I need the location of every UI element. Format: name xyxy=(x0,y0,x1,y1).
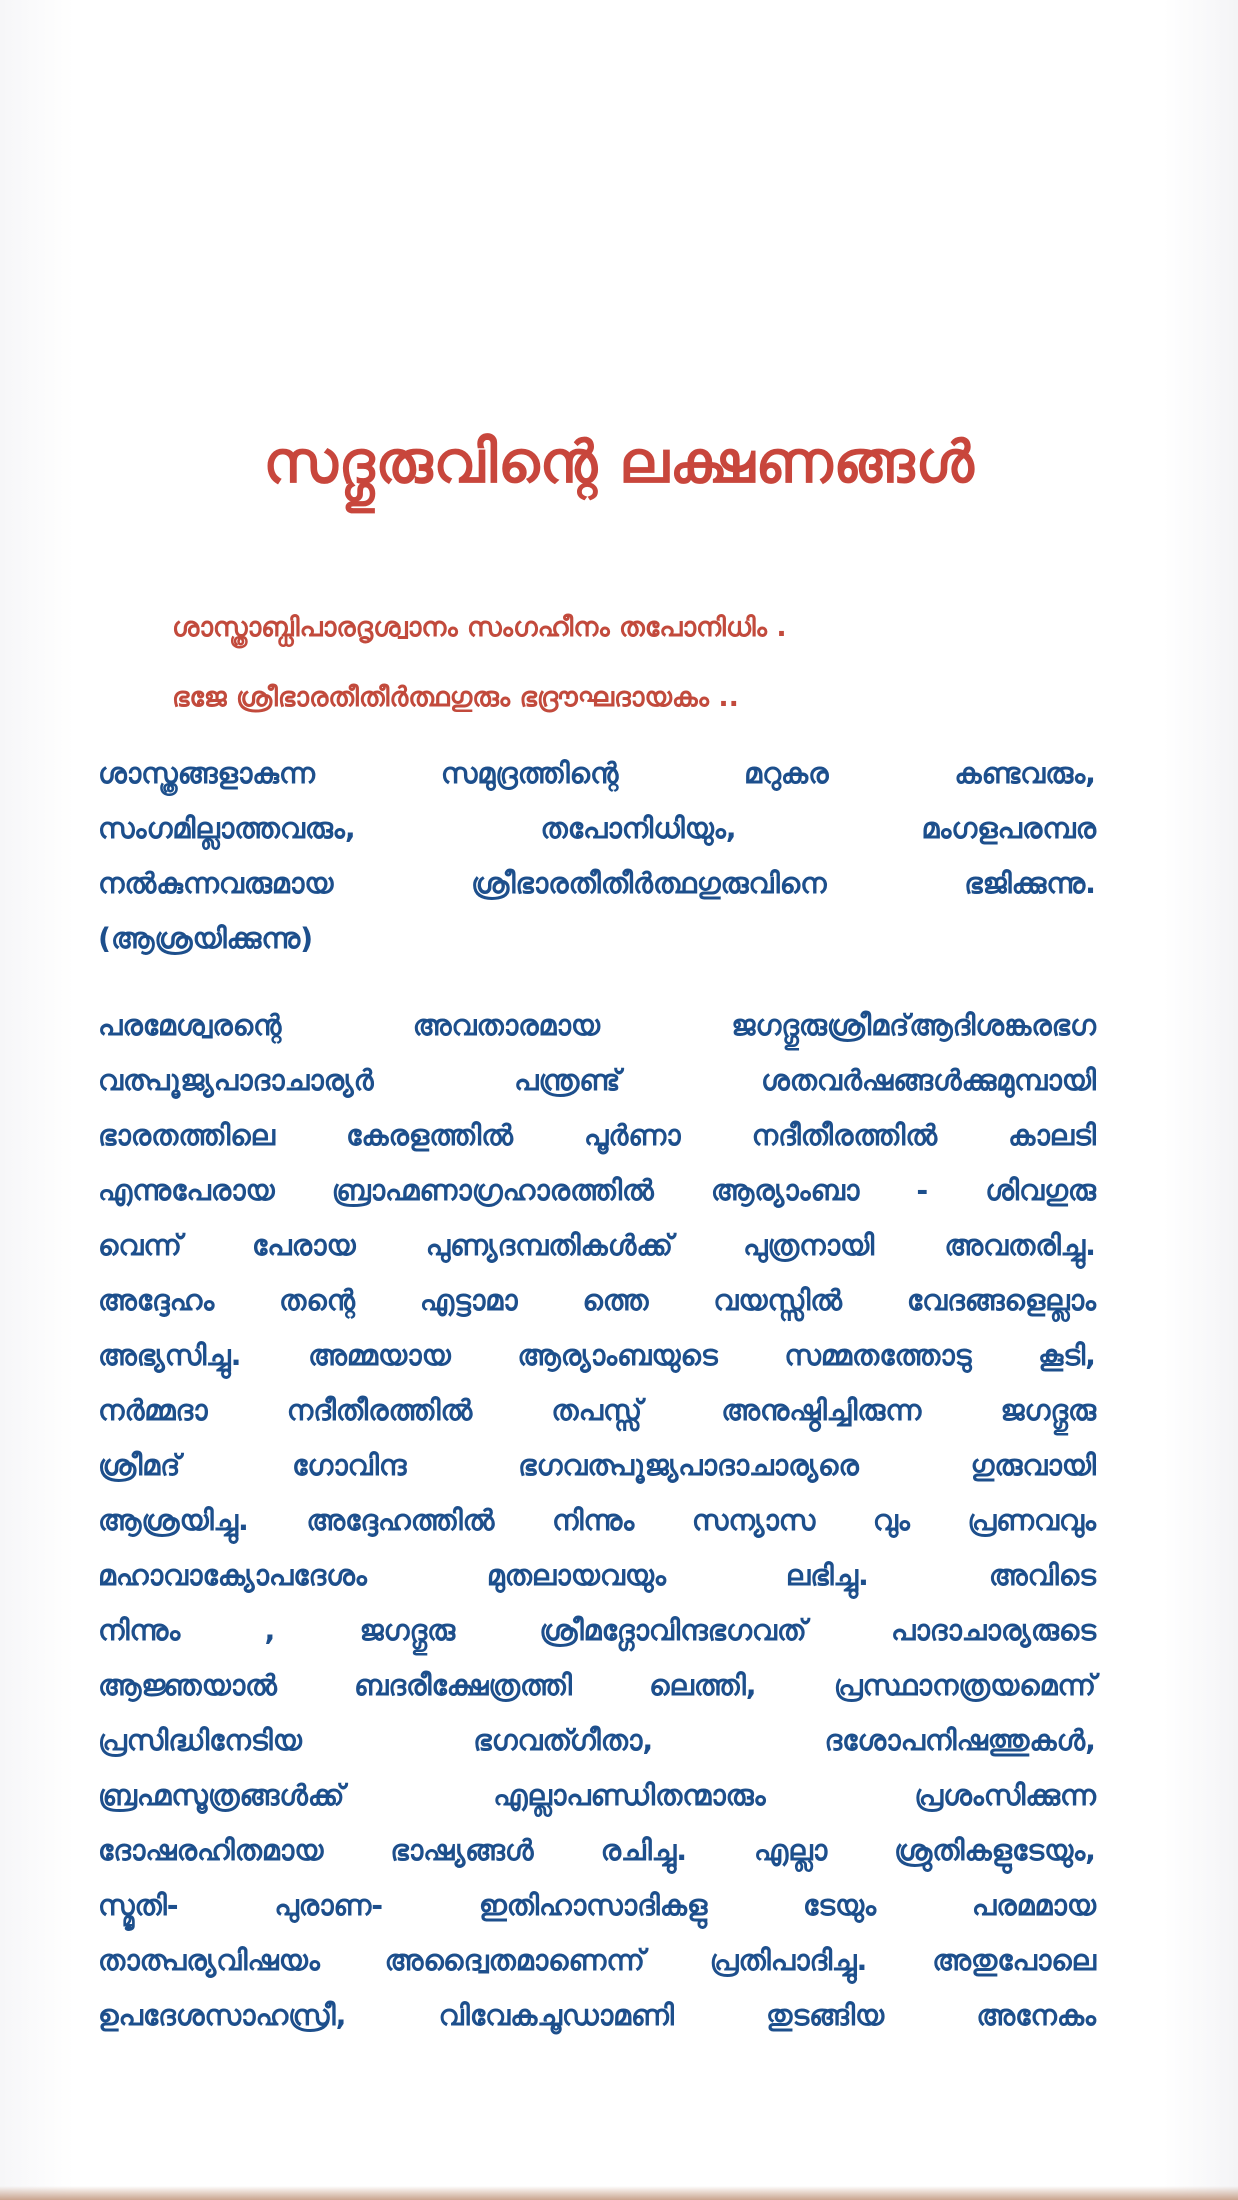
paragraph-2-line xyxy=(98,1658,1096,1713)
word: കൂടി, xyxy=(1038,1338,1096,1372)
paragraph-1 xyxy=(98,746,1096,966)
word: പ്രസ്ഥാനത്രയമെന്ന് xyxy=(833,1668,1096,1702)
word: ജഗദ്ഗുരുശ്രീമദ്ആദിശങ്കരഭഗ xyxy=(731,1008,1096,1042)
word: തപസ്സ് xyxy=(551,1393,643,1427)
word: മറുകര xyxy=(744,756,829,790)
word: അദ്ദേഹത്തിൽ xyxy=(306,1503,495,1537)
word: പ്രണവവും xyxy=(967,1503,1096,1537)
word: പേരായ xyxy=(252,1228,356,1262)
word: പ്രശംസിക്കുന്ന xyxy=(914,1778,1096,1812)
paragraph-2-line xyxy=(98,998,1096,1053)
word: ഉപദേശസാഹസ്രീ, xyxy=(98,1998,347,2032)
word: ആജ്ഞയാൽ xyxy=(98,1668,277,1702)
paragraph-1-line xyxy=(98,911,1096,966)
paragraph-2-line xyxy=(98,1548,1096,1603)
paragraph-2-line xyxy=(98,1988,1096,2043)
word: അവിടെ xyxy=(988,1558,1096,1592)
word: വെന്ന് xyxy=(98,1228,182,1262)
word: അദ്ദേഹം xyxy=(98,1283,215,1317)
word: പുരാണ- xyxy=(274,1888,384,1922)
paragraph-2-line xyxy=(98,1823,1096,1878)
paragraph-2-line xyxy=(98,1768,1096,1823)
word: പൂർണാ xyxy=(584,1118,681,1152)
word: - xyxy=(916,1174,929,1207)
word: അമ്മയായ xyxy=(308,1338,451,1372)
word: പാദാചാര്യരുടെ xyxy=(890,1613,1096,1647)
word: ആര്യാംബയുടെ xyxy=(517,1338,718,1372)
paragraph-2-line xyxy=(98,1328,1096,1383)
word: ശിവഗുരു xyxy=(985,1173,1096,1207)
word: ദോഷരഹിതമായ xyxy=(98,1833,324,1867)
word: അനുഷ്ഠിച്ചിരുന്ന xyxy=(721,1393,922,1427)
word: നദീതീരത്തിൽ xyxy=(751,1118,938,1152)
word: മംഗളപരമ്പര xyxy=(921,811,1096,845)
word: സമ്മതത്തോടു xyxy=(784,1338,972,1372)
word: സമുദ്രത്തിന്റെ xyxy=(440,756,619,790)
word: പുണ്യദമ്പതികൾക്ക് xyxy=(425,1228,673,1262)
word: ശാസ്ത്രങ്ങളാകുന്ന xyxy=(98,756,315,790)
word: ശ്രുതികളുടേയും, xyxy=(894,1833,1096,1867)
word: എന്നുപേരായ xyxy=(98,1173,275,1207)
paragraph-2-line xyxy=(98,1383,1096,1438)
word: അഭ്യസിച്ചു. xyxy=(98,1338,242,1372)
paragraph-2 xyxy=(98,998,1096,2043)
word: തന്റെ xyxy=(279,1283,355,1317)
word: ബദരീക്ഷേത്രത്തി xyxy=(354,1668,572,1702)
paragraph-2-line xyxy=(98,1713,1096,1768)
paragraph-2-line xyxy=(98,1163,1096,1218)
word: ഭഗവത്ഗീതാ, xyxy=(473,1723,654,1757)
word: , xyxy=(264,1614,276,1647)
word: എട്ടാമാ xyxy=(419,1283,518,1317)
word: ബ്രഹ്മസൂത്രങ്ങൾക്ക് xyxy=(98,1778,345,1812)
word: താത്പര്യവിഷയം xyxy=(98,1943,320,1977)
word: എല്ലാപണ്ഡിതന്മാരും xyxy=(493,1778,766,1812)
word: അദ്വൈതമാണെന്ന് xyxy=(384,1943,645,1977)
word: ഭാഷ്യങ്ങൾ xyxy=(390,1833,534,1867)
word: തുടങ്ങിയ xyxy=(766,1998,885,2032)
word: ഭഗവത്പൂജ്യപാദാചാര്യരെ xyxy=(518,1448,859,1482)
word: ജഗദ്ഗുരു xyxy=(359,1613,456,1647)
word: ഭജിക്കുന്നു. xyxy=(964,866,1096,900)
word: ശ്രീമദ്ഗോവിന്ദഭഗവത് xyxy=(539,1613,807,1647)
paragraph-2-line xyxy=(98,1218,1096,1273)
word: കേരളത്തിൽ xyxy=(346,1118,513,1152)
word: ശ്രീഭാരതീതീർത്ഥഗുരുവിനെ xyxy=(471,866,827,900)
word: മുതലായവയും xyxy=(486,1558,666,1592)
word: ദശോപനിഷത്തുകൾ, xyxy=(824,1723,1096,1757)
paragraph-2-line xyxy=(98,1438,1096,1493)
word: ശ്രീമദ് xyxy=(98,1448,181,1482)
paragraph-2-line xyxy=(98,1933,1096,1988)
word: ത്തെ xyxy=(582,1283,649,1317)
word: വും xyxy=(872,1503,910,1537)
word: ഗുരുവായി xyxy=(970,1448,1096,1482)
word: ഭാരതത്തിലെ xyxy=(98,1118,276,1152)
word: നിന്നും xyxy=(551,1503,635,1537)
word: വേദങ്ങളെല്ലാം xyxy=(906,1283,1096,1317)
page-title: സദ്ഗുരുവിന്റെ ലക്ഷണങ്ങൾ xyxy=(263,428,975,496)
word: ജഗദ്ഗുരു xyxy=(1000,1393,1096,1427)
word: വത്പൂജ്യപാദാചാര്യർ xyxy=(98,1063,374,1097)
word: കണ്ടവരും, xyxy=(954,756,1096,790)
word: (ആശ്രയിക്കുന്നു) xyxy=(98,921,314,955)
word: അതുപോലെ xyxy=(932,1943,1096,1977)
paragraph-2-line xyxy=(98,1603,1096,1658)
word: നിന്നും xyxy=(98,1613,181,1647)
word: സ്മൃതി- xyxy=(98,1888,179,1922)
word: ശതവർഷങ്ങൾക്കുമുമ്പായി xyxy=(760,1063,1096,1097)
word: മഹാവാക്യോപദേശം xyxy=(98,1558,367,1592)
paragraph-1-line xyxy=(98,801,1096,856)
verse-line-2: ഭജേ ശ്രീഭാരതീതീർത്ഥഗുരും ഭദ്രൗഘദായകം .. xyxy=(172,682,739,713)
word: ആശ്രയിച്ചു. xyxy=(98,1503,249,1537)
word: നദീതീരത്തിൽ xyxy=(286,1393,473,1427)
verse-line-1: ശാസ്ത്രാബ്ധിപാരദൃശ്വാനം സംഗഹീനം തപോനിധിം . xyxy=(172,612,787,643)
word: ഇതിഹാസാദികളു xyxy=(478,1888,708,1922)
word: രചിച്ചു. xyxy=(600,1833,688,1867)
word: തപോനിധിയും, xyxy=(540,811,737,845)
word: എല്ലാ xyxy=(754,1833,828,1867)
word: അവതാരമായ xyxy=(412,1008,600,1042)
word: അവതരിച്ചു. xyxy=(944,1228,1096,1262)
word: ലഭിച്ചു. xyxy=(785,1558,869,1592)
word: സന്യാസ xyxy=(691,1503,816,1537)
word: ലെത്തി, xyxy=(649,1668,757,1702)
page-edge xyxy=(0,2186,1238,2200)
paragraph-2-line xyxy=(98,1273,1096,1328)
word: പരമേശ്വരന്റെ xyxy=(98,1008,282,1042)
word: കാലടി xyxy=(1008,1118,1096,1152)
word: നർമ്മദാ xyxy=(98,1393,208,1427)
word: പ്രസിദ്ധിനേടിയ xyxy=(98,1723,302,1757)
word: പുത്രനായി xyxy=(743,1228,875,1262)
paragraph-2-line xyxy=(98,1053,1096,1108)
word: പരമമായ xyxy=(971,1888,1096,1922)
word: ബ്രാഹ്മണാഗ്രഹാരത്തിൽ xyxy=(331,1173,654,1207)
word: ടേയും xyxy=(803,1888,877,1922)
word: പന്ത്രണ്ട് xyxy=(514,1063,621,1097)
word: വിവേകചൂഡാമണി xyxy=(438,1998,674,2032)
word: വയസ്സിൽ xyxy=(713,1283,843,1317)
paragraph-2-line xyxy=(98,1108,1096,1163)
word: സംഗമില്ലാത്തവരും, xyxy=(98,811,356,845)
paragraph-2-line xyxy=(98,1493,1096,1548)
word: നൽകുന്നവരുമായ xyxy=(98,866,334,900)
paragraph-1-line xyxy=(98,746,1096,801)
paragraph-1-line xyxy=(98,856,1096,911)
word: ഗോവിന്ദ xyxy=(292,1448,407,1482)
word: ആര്യാംബാ xyxy=(710,1173,860,1207)
paragraph-2-line xyxy=(98,1878,1096,1933)
word: അനേകം xyxy=(976,1998,1096,2032)
word: പ്രതിപാദിച്ചു. xyxy=(709,1943,868,1977)
